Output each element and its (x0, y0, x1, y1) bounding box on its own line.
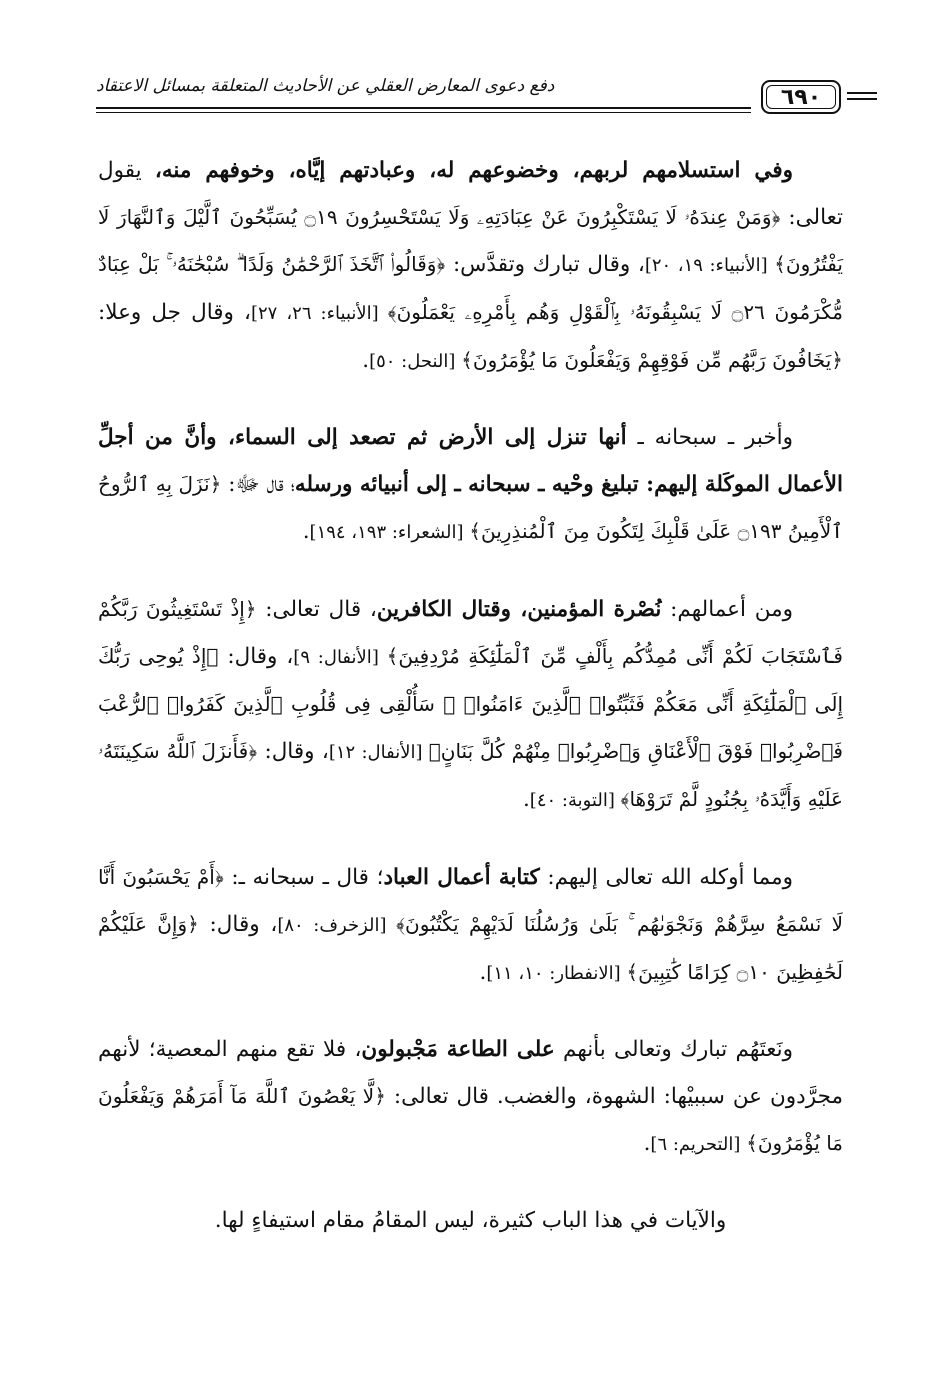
verse-reference: [الزخرف: ٨٠] (277, 915, 397, 936)
text-segment: ، قال تعالى: (256, 597, 377, 622)
text-segment: وأخبر ـ سبحانه ـ (626, 425, 793, 450)
verse-reference: [التحريم: ٦] (650, 1134, 747, 1155)
emphasis-text: كتابة أعمال العباد (383, 865, 540, 890)
page-number: ٦٩٠ (780, 85, 822, 110)
text-segment: ، وقال جل وعلا: (98, 300, 251, 325)
running-header (96, 74, 841, 116)
text-segment: ونَعتَهُم تبارك وتعالى بأنهم (554, 1037, 794, 1062)
book-title: دفع دعوى المعارض العقلي عن الأحاديث المتعلقة بمسائل الاعتقاد (96, 76, 555, 96)
text-segment: ، وقال تبارك وتقدَّس: (445, 252, 645, 277)
emphasis-text: أنها تنزل إلى الأرض ثم تصعد إلى السماء، وأنَّ من أجلِّ الأعمال الموكَلة إليهم: تبليغ وحْيه ـ سبحانه ـ إلى أنبيائه ورسله (98, 425, 843, 497)
header-rule-thin (96, 112, 751, 113)
emphasis-text: على الطاعة مَجْبولون (361, 1037, 555, 1062)
header-ornament (847, 92, 877, 104)
text-segment: ؛ قال ﷻ: (221, 472, 295, 497)
quran-verse: ﴿وَقَالُوا۟ ٱتَّخَذَ ٱلرَّحْمَٰنُ وَلَدًا ۗ سُبْحَٰنَهُۥ ۚ بَلْ عِبَادٌ مُّكْرَمُونَ ۝٢٦ لَا يَسْبِقُونَهُۥ بِٱلْقَوْلِ وَهُم بِأَمْرِهِۦ يَعْمَلُونَ﴾ (98, 252, 843, 324)
emphasis-text: وفي استسلامهم لربهم، وخضوعهم له، وعبادتهم إيَّاه، وخوفهم منه، (154, 158, 793, 183)
text-segment: ، وقال: (198, 912, 278, 937)
paragraph (98, 1198, 843, 1244)
quran-verse: ﴿نَزَلَ بِهِ ٱلرُّوحُ ٱلْأَمِينُ ۝١٩٣ عَلَىٰ قَلْبِكَ لِتَكُونَ مِنَ ٱلْمُنذِرِينَ﴾ (98, 472, 843, 543)
quran-verse: ﴿وَمَنْ عِندَهُۥ لَا يَسْتَكْبِرُونَ عَنْ عِبَادَتِهِۦ وَلَا يَسْتَحْسِرُونَ ۝١٩ يُسَبِّحُونَ ٱلَّيْلَ وَٱلنَّهَارَ لَا يَفْتُرُونَ﴾ (98, 205, 843, 276)
page-number-frame (761, 80, 841, 114)
quran-verse: ﴿فَأَنزَلَ ٱللَّهُ سَكِينَتَهُۥ عَلَيْهِ وَأَيَّدَهُۥ بِجُنُودٍ لَّمْ تَرَوْهَا﴾ (98, 739, 843, 811)
quran-verse: ﴿إِذْ يُوحِى رَبُّكَ إِلَى ٱلْمَلَٰٓئِكَةِ أَنِّى مَعَكُمْ فَثَبِّتُوا۟ ٱلَّذِينَ ءَامَنُوا۟ ۚ سَأُلْقِى فِى قُلُوبِ ٱلَّذِينَ كَفَرُوا۟ ٱلرُّعْبَ فَٱضْرِبُوا۟ فَوْقَ ٱلْأَعْنَاقِ وَٱضْرِبُوا۟ مِنْهُمْ كُلَّ بَنَانٍ﴾ (98, 644, 843, 763)
verse-reference: [الشعراء: ١٩٣، ١٩٤] (309, 522, 470, 543)
paragraph (98, 415, 843, 556)
verse-reference: [الانفطار: ١٠، ١١] (486, 963, 627, 984)
text-segment: ، فلا تقع منهم المعصية؛ لأنهم مجرَّدون عن سببيْها: الشهوة، والغضب. قال تعالى: (98, 1037, 843, 1109)
quran-verse: ﴿لَّا يَعْصُونَ ٱللَّهَ مَآ أَمَرَهُمْ وَيَفْعَلُونَ مَا يُؤْمَرُونَ﴾ (98, 1084, 843, 1155)
paragraph (98, 586, 843, 824)
paragraph (98, 854, 843, 997)
verse-reference: [الأنبياء: ١٩، ٢٠] (644, 255, 775, 276)
text-segment: . (479, 960, 487, 985)
verse-reference: [الأنفال: ٩] (293, 647, 387, 668)
text-segment: ، وقال: (218, 644, 294, 669)
paragraph (98, 1027, 843, 1168)
verse-reference: [النحل: ٥٠] (369, 351, 462, 372)
quran-verse: ﴿وَإِنَّ عَلَيْكُمْ لَحَٰفِظِينَ ۝١٠ كِرَامًا كَٰتِبِينَ﴾ (98, 912, 843, 984)
text-segment: . (362, 348, 370, 373)
text-segment: ؛ قال ـ سبحانه ـ: (223, 865, 384, 890)
text-segment: والآيات في هذا الباب كثيرة، ليس المقامُ مقام استيفاءٍ لها. (214, 1208, 727, 1233)
text-segment: يقول تعالى: (98, 158, 843, 230)
text-segment: . (643, 1131, 651, 1156)
text-segment: ومما أوكله الله تعالى إليهم: (539, 865, 793, 890)
text-segment: . (522, 787, 530, 812)
emphasis-text: نُصْرة المؤمنين، وقتال الكافرين (376, 597, 662, 622)
quran-verse: ﴿أَمْ يَحْسَبُونَ أَنَّا لَا نَسْمَعُ سِرَّهُمْ وَنَجْوَىٰهُم ۚ بَلَىٰ وَرُسُلُنَا لَدَيْهِمْ يَكْتُبُونَ﴾ (98, 865, 843, 936)
quran-verse: ﴿إِذْ تَسْتَغِيثُونَ رَبَّكُمْ فَٱسْتَجَابَ لَكُمْ أَنِّى مُمِدُّكُم بِأَلْفٍ مِّنَ ٱلْمَلَٰٓئِكَةِ مُرْدِفِينَ﴾ (98, 597, 843, 668)
verse-reference: [الأنفال: ١٢] (328, 742, 429, 763)
text-segment: . (302, 519, 310, 544)
header-rule (96, 107, 751, 109)
text-segment: ، وقال: (257, 739, 329, 764)
paragraph (98, 148, 843, 385)
text-segment: ومن أعمالهم: (661, 597, 794, 622)
page-body (98, 148, 843, 1274)
quran-verse: ﴿يَخَافُونَ رَبَّهُم مِّن فَوْقِهِمْ وَيَفْعَلُونَ مَا يُؤْمَرُونَ﴾ (461, 348, 843, 372)
verse-reference: [التوبة: ٤٠] (529, 790, 621, 811)
verse-reference: [الأنبياء: ٢٦، ٢٧] (250, 303, 388, 324)
